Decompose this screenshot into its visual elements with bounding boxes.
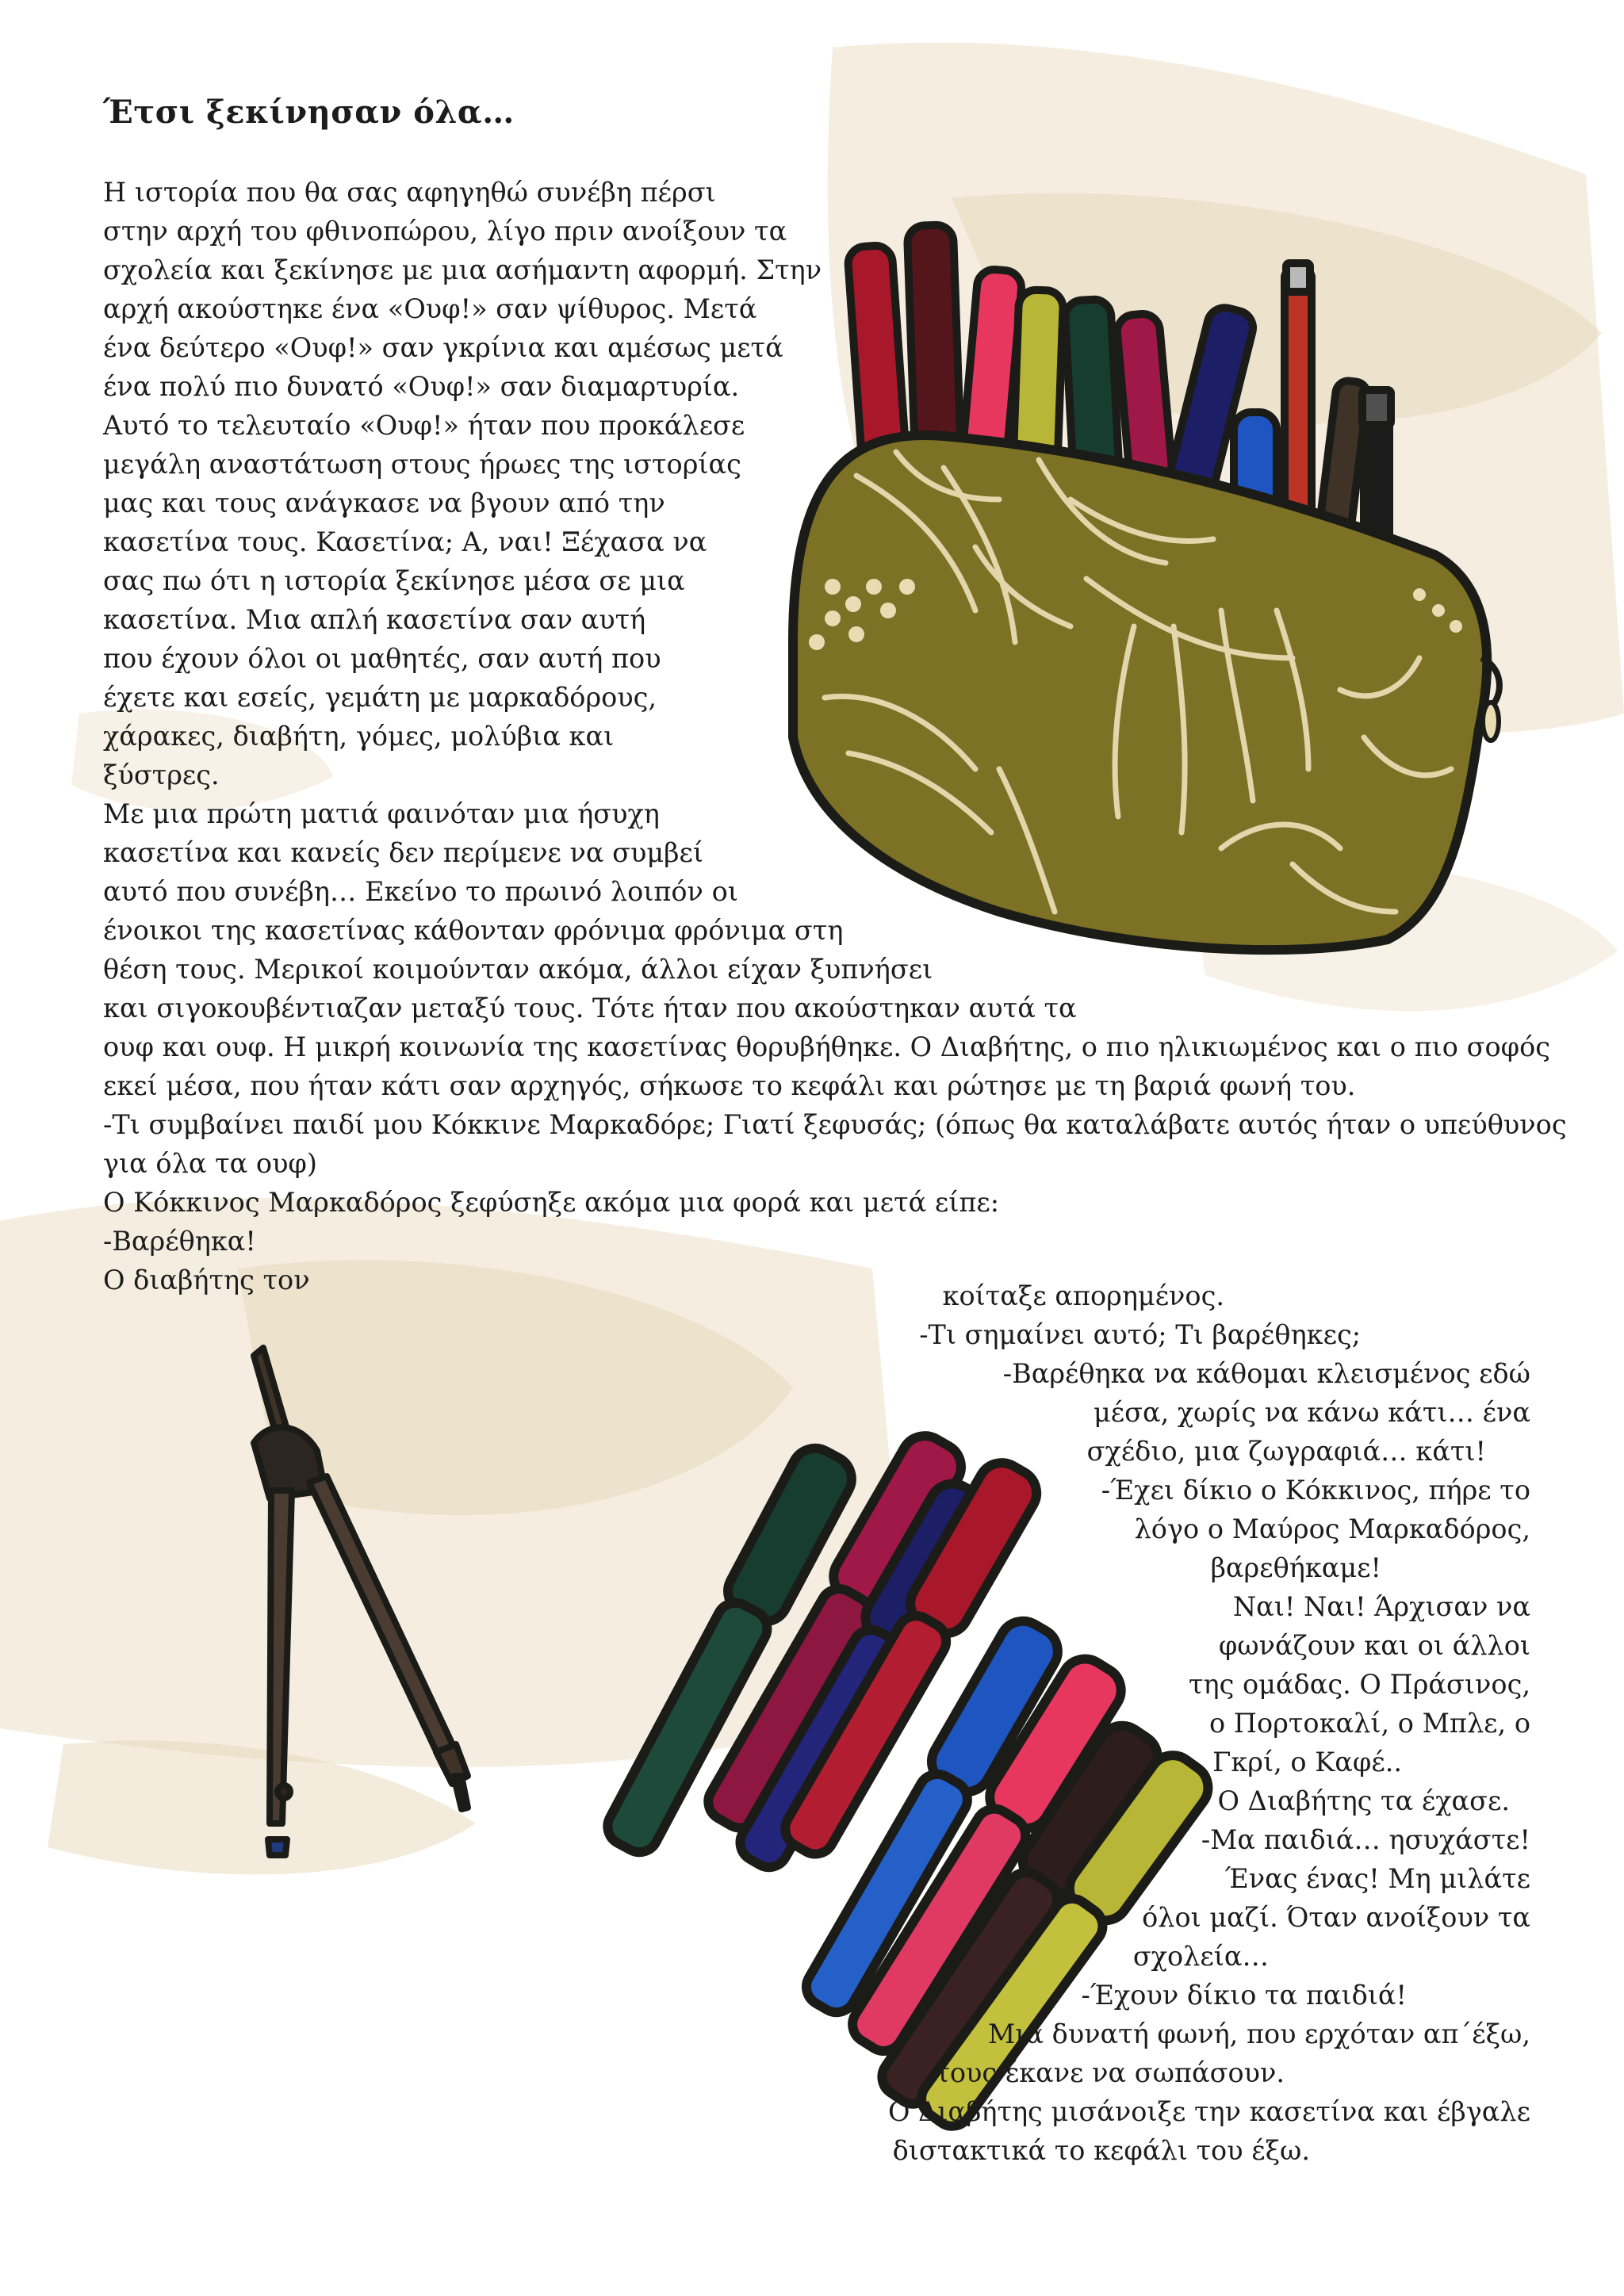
story-line: φωνάζουν και οι άλλοι bbox=[1218, 1630, 1530, 1661]
story-line: Μια δυνατή φωνή, που ερχόταν απ΄έξω, bbox=[987, 2019, 1530, 2049]
compass-illustration bbox=[230, 1348, 484, 1855]
story-line: Με μια πρώτη ματιά φαινόταν μια ήσυχη bbox=[103, 798, 660, 829]
story-line: Ο διαβήτης τον bbox=[103, 1265, 310, 1295]
story-line: θέση τους. Μερικοί κοιμούνταν ακόμα, άλλοι είχαν ξυπνήσει bbox=[103, 954, 933, 985]
story-line: -Βαρέθηκα! bbox=[103, 1226, 256, 1257]
story-line: λόγο ο Μαύρος Μαρκαδόρος, bbox=[1134, 1513, 1530, 1544]
story-line: -Τι σημαίνει αυτό; Τι βαρέθηκες; bbox=[919, 1319, 1361, 1350]
story-line: Γκρί, ο Καφέ.. bbox=[1212, 1747, 1402, 1777]
story-line: -Έχουν δίκιο τα παιδιά! bbox=[1081, 1980, 1407, 2011]
story-line: βαρεθήκαμε! bbox=[1210, 1552, 1381, 1583]
story-line: μεγάλη αναστάτωση στους ήρωες της ιστορίας bbox=[103, 449, 741, 480]
story-line: κασετίνα και κανείς δεν περίμενε να συμβεί bbox=[103, 837, 703, 868]
story-line: -Βαρέθηκα να κάθομαι κλεισμένος εδώ bbox=[1002, 1358, 1530, 1389]
story-title: Έτσι ξεκίνησαν όλα… bbox=[103, 94, 515, 131]
story-line: Ο Διαβήτης τα έχασε. bbox=[1217, 1785, 1510, 1816]
story-line: ένοικοι της κασετίνας κάθονταν φρόνιμα φρόνιμα στη bbox=[103, 915, 844, 946]
story-line: Η ιστορία που θα σας αφηγηθώ συνέβη πέρσι bbox=[103, 177, 716, 208]
story-line: ένα πολύ πιο δυνατό «Ουφ!» σαν διαμαρτυρία. bbox=[103, 371, 740, 402]
story-line: που έχουν όλοι οι μαθητές, σαν αυτή που bbox=[103, 643, 661, 674]
story-line: διστακτικά το κεφάλι του έξω. bbox=[892, 2135, 1310, 2166]
story-line: κασετίνα. Μια απλή κασετίνα σαν αυτή bbox=[103, 604, 646, 635]
story-line: σχέδιο, μια ζωγραφιά… κάτι! bbox=[1086, 1436, 1486, 1467]
story-line: στην αρχή του φθινοπώρου, λίγο πριν ανοίξουν τα bbox=[103, 216, 787, 247]
story-line: Αυτό το τελευταίο «Ουφ!» ήταν που προκάλεσε bbox=[103, 410, 745, 441]
story-line: Ο Διαβήτης μισάνοιξε την κασετίνα και έβγαλε bbox=[887, 2096, 1530, 2127]
story-line: -Τι συμβαίνει παιδί μου Κόκκινε Μαρκαδόρε; Γιατί ξεφυσάς; (όπως θα καταλάβατε αυτός ήταν ο υπεύθυνος bbox=[103, 1109, 1567, 1140]
story-line: ουφ και ουφ. Η μικρή κοινωνία της κασετίνας θορυβήθηκε. Ο Διαβήτης, ο πιο ηλικιωμένος και ο πιο σοφός bbox=[103, 1031, 1551, 1062]
story-line: έχετε και εσείς, γεμάτη με μαρκαδόρους, bbox=[103, 682, 657, 713]
story-line: για όλα τα ουφ) bbox=[103, 1148, 317, 1179]
story-line: σχολεία και ξεκίνησε με μια ασήμαντη αφορμή. Στην bbox=[103, 254, 822, 285]
story-line: χάρακες, διαβήτη, γόμες, μολύβια και bbox=[103, 721, 615, 752]
story-text-dialogue bbox=[888, 1276, 1530, 2170]
story-line: ξύστρες. bbox=[103, 760, 220, 790]
story-line: ο Πορτοκαλί, ο Μπλε, ο bbox=[1208, 1708, 1530, 1739]
story-line: μέσα, χωρίς να κάνω κάτι… ένα bbox=[1093, 1397, 1530, 1428]
story-line: αρχή ακούστηκε ένα «Ουφ!» σαν ψίθυρος. Μετά bbox=[103, 293, 757, 324]
story-line: και σιγοκουβέντιαζαν μεταξύ τους. Τότε ήταν που ακούστηκαν αυτά τα bbox=[103, 993, 1077, 1024]
story-line: αυτό που συνέβη… Εκείνο το πρωινό λοιπόν οι bbox=[103, 876, 738, 907]
story-line: όλοι μαζί. Όταν ανοίξουν τα bbox=[1142, 1902, 1530, 1933]
story-line: τους έκανε να σωπάσουν. bbox=[935, 2057, 1285, 2088]
story-line: Ναι! Ναι! Άρχισαν να bbox=[1232, 1591, 1530, 1622]
story-line: κασετίνα τους. Κασετίνα; Α, ναι! Ξέχασα να bbox=[103, 526, 707, 557]
story-text-main bbox=[103, 173, 1567, 1299]
story-line: Ο Κόκκινος Μαρκαδόρος ξεφύσηξε ακόμα μια φορά και μετά είπε: bbox=[103, 1187, 1000, 1218]
story-line: κοίταξε απορημένος. bbox=[942, 1280, 1224, 1311]
story-line: ένα δεύτερο «Ουφ!» σαν γκρίνια και αμέσως μετά bbox=[103, 332, 783, 363]
story-line: -Έχει δίκιο ο Κόκκινος, πήρε το bbox=[1101, 1475, 1530, 1506]
story-line: -Μα παιδιά… ησυχάστε! bbox=[1201, 1824, 1530, 1855]
story-line: μας και τους ανάγκασε να βγουν από την bbox=[103, 488, 665, 519]
story-line: σας πω ότι η ιστορία ξεκίνησε μέσα σε μια bbox=[103, 565, 685, 596]
story-line: εκεί μέσα, που ήταν κάτι σαν αρχηγός, σήκωσε το κεφάλι και ρώτησε με τη βαριά φωνή του. bbox=[103, 1070, 1356, 1101]
story-line: σχολεία… bbox=[1132, 1941, 1269, 1972]
story-line: Ένας ένας! Μη μιλάτε bbox=[1224, 1863, 1530, 1894]
story-line: της ομάδας. Ο Πράσινος, bbox=[1188, 1669, 1530, 1700]
